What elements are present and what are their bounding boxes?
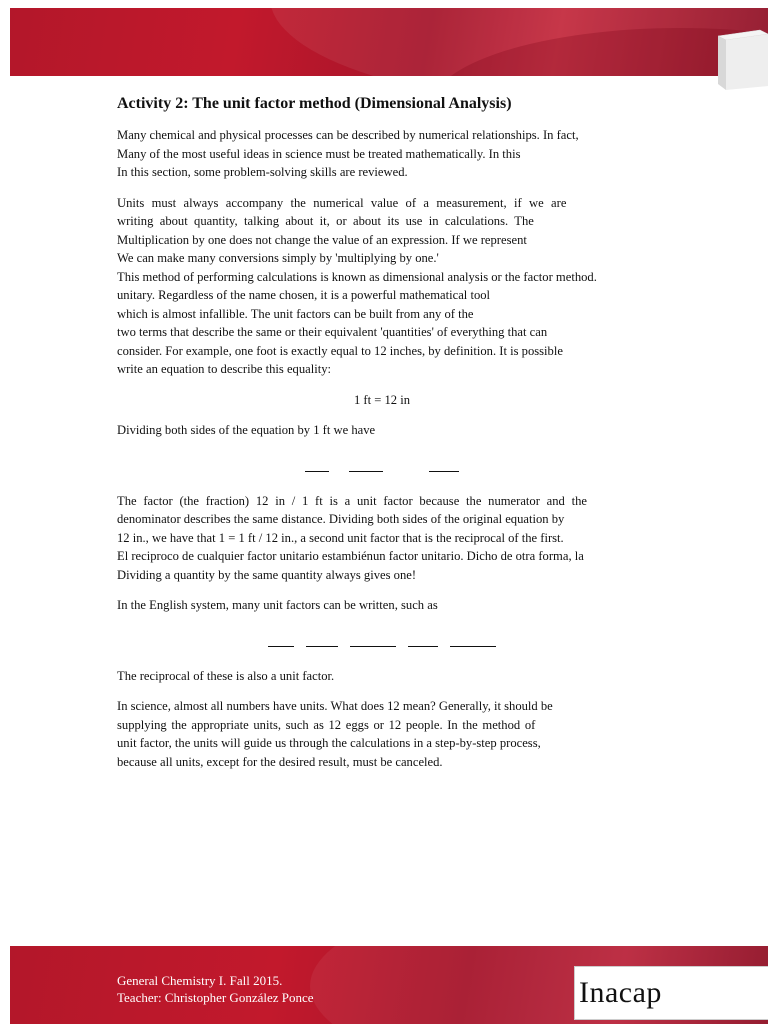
blank-line (349, 470, 383, 472)
text-line: Units must always accompany the numerical value of a measurement, if we are (117, 195, 567, 210)
blank-line (306, 645, 338, 647)
paragraph-factor (117, 492, 647, 585)
text-line: El reciproco de cualquier factor unitario estambiénun factor unitario. Dicho de otra forma, la (117, 549, 584, 563)
paragraph-dividing: Dividing both sides of the equation by 1 ft we have (117, 423, 376, 437)
text-line: unitary. Regardless of the name chosen, it is a powerful mathematical tool (117, 288, 491, 302)
text-line: denominator describes the same distance. Dividing both sides of the original equation by (117, 512, 565, 526)
text-line: Many of the most useful ideas in science must be treated mathematically. In this (117, 146, 521, 161)
inacap-logo (574, 966, 768, 1020)
text-line: In science, almost all numbers have units. What does 12 mean? Generally, it should be (117, 699, 553, 713)
cube-graphic (708, 24, 768, 94)
logo-text: Inacap (579, 976, 662, 1009)
page-title: Activity 2: The unit factor method (Dimensional Analysis) (117, 95, 512, 112)
blank-line (268, 645, 294, 647)
paragraph-reciprocal: The reciprocal of these is also a unit factor. (117, 668, 335, 683)
text-line: writing about quantity, talking about it, or about its use in calculations. The (117, 214, 534, 228)
text-line: We can make many conversions simply by 'multiplying by one.' (117, 251, 439, 265)
paragraph-units (117, 194, 647, 379)
blank-line (450, 645, 496, 647)
header-band (10, 8, 768, 76)
text-line: write an equation to describe this equality: (117, 362, 332, 376)
blank-line (429, 470, 459, 472)
paragraph-intro (117, 126, 647, 182)
text-line: Many chemical and physical processes can be described by numerical relationships. In fact, (117, 128, 579, 142)
unit-factor-blanks (117, 629, 647, 647)
text-line: Dividing a quantity by the same quantity always gives one! (117, 567, 417, 582)
text-line: because all units, except for the desired result, must be canceled. (117, 754, 443, 769)
text-line: unit factor, the units will guide us through the calculations in a step-by-step process, (117, 736, 541, 750)
blank-line (305, 470, 329, 472)
text-line: In this section, some problem-solving skills are reviewed. (117, 165, 408, 179)
blank-line (350, 645, 396, 647)
text-line: consider. For example, one foot is exactly equal to 12 inches, by definition. It is possible (117, 343, 563, 358)
equation: 1 ft = 12 in (353, 392, 411, 407)
text-line: Multiplication by one does not change the value of an expression. If we represent (117, 232, 527, 247)
text-line: The factor (the fraction) 12 in / 1 ft is a unit factor because the numerator and the (117, 493, 587, 508)
footer-course: General Chemistry I. Fall 2015. (117, 973, 283, 988)
text-line: This method of performing calculations is known as dimensional analysis or the factor method. (117, 269, 597, 284)
blank-line (408, 645, 438, 647)
paragraph-english: In the English system, many unit factors can be written, such as (117, 598, 438, 612)
text-line: 12 in., we have that 1 = 1 ft / 12 in., a second unit factor that is the reciprocal of the first. (117, 530, 564, 545)
footer-credits (117, 972, 314, 1006)
document-body (117, 94, 647, 783)
text-line: supplying the appropriate units, such as 12 eggs or 12 people. In the method of (117, 717, 536, 732)
fraction-blanks (117, 454, 647, 472)
text-line: which is almost infallible. The unit factors can be built from any of the (117, 306, 474, 321)
footer-teacher: Teacher: Christopher González Ponce (117, 990, 314, 1005)
paragraph-science (117, 697, 647, 771)
text-line: two terms that describe the same or their equivalent 'quantities' of everything that can (117, 325, 548, 339)
